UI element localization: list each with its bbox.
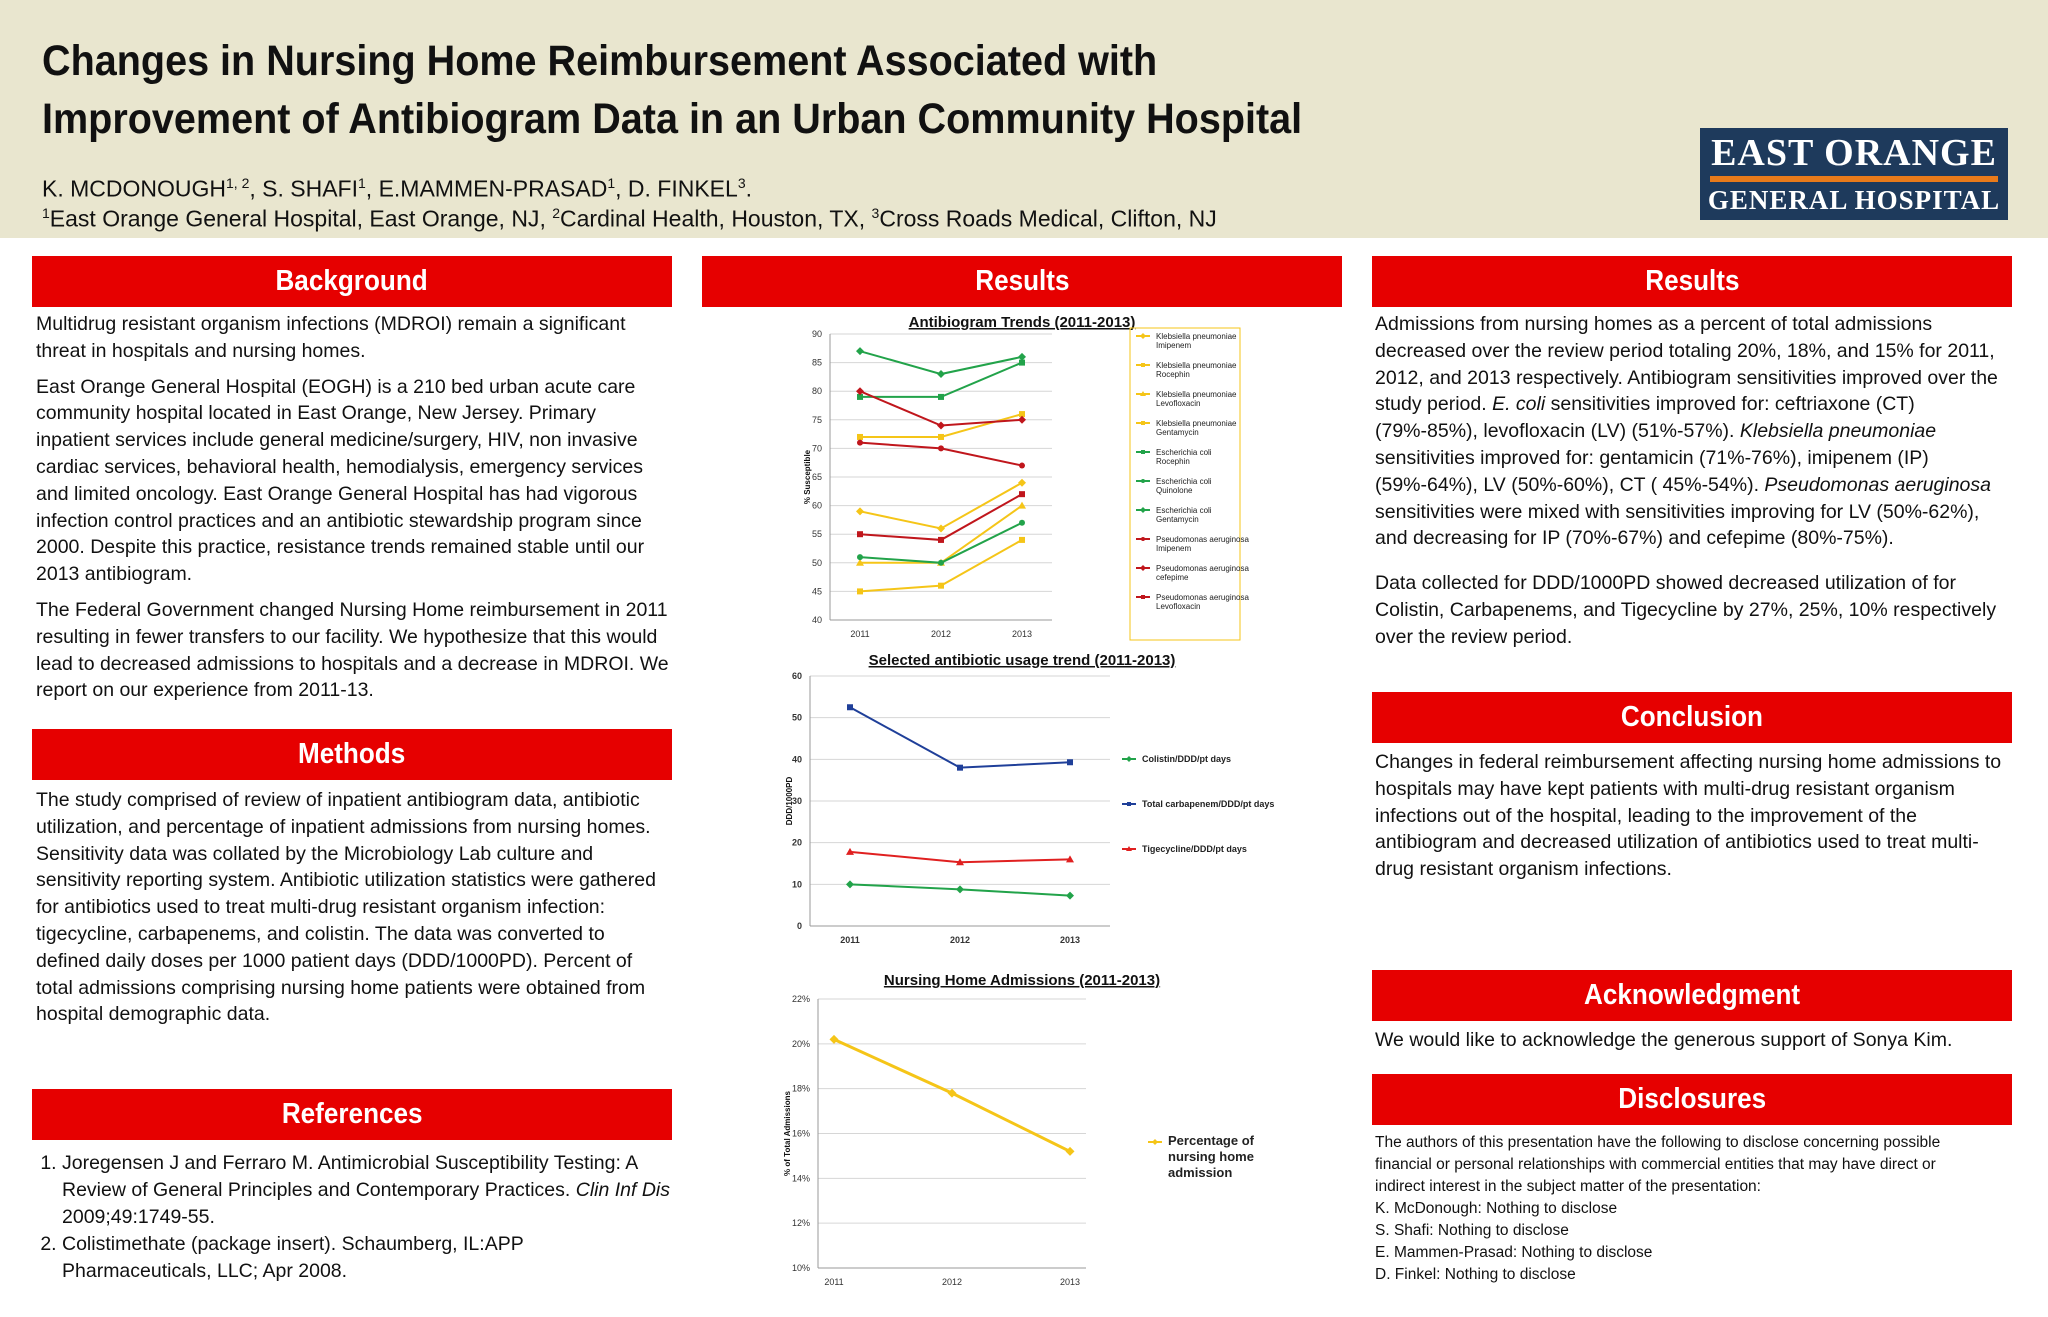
x-tick-label: 2012 xyxy=(949,935,971,945)
data-point xyxy=(857,554,863,560)
disclosure-statement: The authors of this presentation have the following to disclose concerning possible financial or personal relationships with commercial entities that may have direct or indirect interest in the subject matter of the presentation: xyxy=(1375,1134,1941,1195)
data-point xyxy=(1140,333,1146,339)
y-tick-label: 20 xyxy=(791,837,802,848)
y-axis-label: DDD/1000PD xyxy=(785,776,794,826)
data-point xyxy=(857,434,863,440)
poster-title xyxy=(42,32,1302,148)
conclusion-heading: Conclusion xyxy=(1372,692,2012,743)
data-point xyxy=(938,394,944,400)
legend-label: Colistin/DDD/pt days xyxy=(1142,754,1232,764)
legend-label: nursing home xyxy=(1168,1149,1254,1164)
logo-divider xyxy=(1710,176,1998,182)
y-axis-label: % Susceptible xyxy=(803,449,812,505)
data-point xyxy=(1019,520,1025,526)
legend-label: Levofloxacin xyxy=(1156,399,1201,408)
legend-label: Rocephin xyxy=(1156,457,1190,466)
y-tick-label: 40 xyxy=(791,754,802,765)
data-point xyxy=(937,422,945,430)
y-tick-label: 75 xyxy=(811,414,822,425)
series-line xyxy=(850,707,1070,767)
acknowledgment-paragraph: We would like to acknowledge the generous support of Sonya Kim. xyxy=(1375,1029,1953,1051)
data-point xyxy=(1141,537,1145,541)
chart-title: Selected antibiotic usage trend (2011-2013) xyxy=(868,652,1176,669)
legend-label: Quinolone xyxy=(1156,486,1193,495)
disclosure-line: S. Shafi: Nothing to disclose xyxy=(1375,1222,1569,1239)
author: K. MCDONOUGH xyxy=(42,175,226,202)
chart-title: Antibiogram Trends (2011-2013) xyxy=(908,314,1136,331)
results-text xyxy=(1375,311,2011,660)
disclosure-line: K. McDonough: Nothing to disclose xyxy=(1375,1200,1618,1217)
author: D. FINKEL xyxy=(627,175,738,202)
results-paragraph-2: Data collected for DDD/1000PD showed decreased utilization of for Colistin, Carbapenems, and Tigecycline by 27%, 25%, 10% respectively over the review period. xyxy=(1375,572,1997,648)
legend-label: Escherichia coli xyxy=(1156,506,1212,515)
affiliation: Cardinal Health, Houston, TX xyxy=(560,205,859,232)
data-point xyxy=(1066,892,1074,900)
y-axis-label: % of Total Admissions xyxy=(783,1091,792,1176)
author-affiliation-marker: 1 xyxy=(607,175,616,191)
affiliation: East Orange General Hospital, East Orange, NJ xyxy=(49,205,540,232)
disclosures-heading: Disclosures xyxy=(1372,1074,2012,1125)
author-list: K. MCDONOUGH$^{1, 2}$, S. SHAFI$^1$, E.MAMMEN-PRASAD$^1$, D. FINKEL$^3$. xyxy=(42,175,753,202)
data-point xyxy=(1019,491,1025,497)
antibiogram-trends-chart xyxy=(700,310,1260,650)
legend-label: Gentamycin xyxy=(1156,428,1199,437)
y-tick-label: 90 xyxy=(811,329,822,339)
title-line-1: Changes in Nursing Home Reimbursement Associated with xyxy=(42,37,1158,85)
data-point xyxy=(938,583,944,589)
author: E.MAMMEN-PRASAD xyxy=(378,175,608,202)
data-point xyxy=(1141,450,1145,454)
results-paragraph-1: Admissions from nursing homes as a percent of total admissions decreased over the review period totaling 20%, 18%, and 15% for 2011, 2012, and 2013 respectively. Antibiogram sensitivities improved over the study period. E. coli sensitivities improved for: ceftriaxone (CT) (79%-85%), levofloxacin (LV) (51%-57%). Klebsiella pneumoniae sensitivities improved for: gentamicin (71%-76%), imipenem (IP) (59%-64%), LV (50%-60%), CT ( 45%-54%). Pseudomonas aeruginosa sensitivities were mixed with sensitivities improving for LV (50%-62%), and decreasing for IP (70%-67%) and cefepime (80%-75%). xyxy=(1375,313,1998,550)
author-affiliation-marker: 1 xyxy=(358,175,366,191)
y-tick-label: 30 xyxy=(791,796,802,806)
y-tick-label: 14% xyxy=(791,1173,810,1184)
data-point xyxy=(856,507,864,515)
acknowledgment-heading: Acknowledgment xyxy=(1372,970,2012,1021)
data-point xyxy=(1141,421,1145,425)
y-tick-label: 22% xyxy=(791,994,810,1004)
y-tick-label: 20% xyxy=(791,1038,810,1049)
acknowledgment-text xyxy=(1375,1027,2011,1063)
x-tick-label: 2011 xyxy=(850,629,870,639)
data-point xyxy=(857,531,863,537)
data-point xyxy=(938,537,944,543)
legend-label: Gentamycin xyxy=(1156,515,1199,524)
data-point xyxy=(847,704,853,710)
references-text xyxy=(36,1150,672,1286)
background-paragraph: The Federal Government changed Nursing Home reimbursement in 2011 resulting in fewer transfers to our facility. We hypothesize that this would lead to decreased admissions to hospitals and a decrease in MDROI. We report on our experience from 2011-13. xyxy=(36,598,669,702)
reference-item: 1. Joregensen J and Ferraro M. Antimicrobial Susceptibility Testing: A Review of General Principles and Contemporary Practices. Clin Inf Dis 2009;49:1749-55. xyxy=(62,1150,672,1230)
data-point xyxy=(1018,479,1026,487)
data-point xyxy=(1141,363,1145,367)
y-tick-label: 12% xyxy=(791,1218,810,1229)
data-point xyxy=(938,434,944,440)
legend-label: Pseudomonas aeruginosa xyxy=(1156,593,1249,602)
data-point xyxy=(1126,756,1132,762)
legend-label: Pseudomonas aeruginosa xyxy=(1156,564,1249,573)
conclusion-paragraph: Changes in federal reimbursement affecting nursing home admissions to hospitals may have kept patients with multi-drug resistant organism infections out of the hospital, leading to the improvement of the antibiogram and decreased utilization of antibiotics used to treat multi-drug resistant organism infections. xyxy=(1375,751,2002,881)
results-heading-center: Results xyxy=(702,256,1342,307)
data-point xyxy=(857,588,863,594)
conclusion-text xyxy=(1375,749,2011,892)
results-heading-right: Results xyxy=(1372,256,2012,307)
data-point xyxy=(846,880,854,888)
legend-label: Klebsiella pneumoniae xyxy=(1156,390,1237,399)
data-point xyxy=(830,1035,839,1044)
data-point xyxy=(1152,1139,1158,1145)
data-point xyxy=(957,765,963,771)
legend-label: Total carbapenem/DDD/pt days xyxy=(1142,799,1275,809)
x-tick-label: 2011 xyxy=(840,935,860,945)
legend-label: Rocephin xyxy=(1156,370,1190,379)
disclosures-text xyxy=(1375,1132,1985,1286)
y-tick-label: 45 xyxy=(811,586,822,597)
y-tick-label: 80 xyxy=(811,386,822,397)
data-point xyxy=(1141,479,1145,483)
title-line-2: Improvement of Antibiogram Data in an Urban Community Hospital xyxy=(42,95,1303,143)
legend-label: admission xyxy=(1168,1165,1233,1180)
antibiotic-usage-chart xyxy=(760,648,1280,948)
data-point xyxy=(1019,463,1025,469)
y-tick-label: 60 xyxy=(791,671,802,681)
y-tick-label: 18% xyxy=(791,1083,810,1094)
y-tick-label: 10 xyxy=(791,879,802,890)
legend-label: Klebsiella pneumoniae xyxy=(1156,419,1237,428)
reference-item: 2. Colistimethate (package insert). Schaumberg, IL:APP Pharmaceuticals, LLC; Apr 2008. xyxy=(62,1231,672,1285)
background-paragraph: East Orange General Hospital (EOGH) is a 210 bed urban acute care community hospital located in East Orange, New Jersey. Primary inpatient services include general medicine/surgery, HIV, non invasive cardiac services, behavioral health, hemodialysis, emergency services and limited oncology. East Orange General Hospital has had vigorous infection control practices and an antibiotic stewardship program since 2000. Despite this practice, resistance trends remained stable until our 2013 antibiogram. xyxy=(36,375,645,586)
data-point xyxy=(938,560,944,566)
legend-label: Imipenem xyxy=(1156,341,1192,350)
reference-list xyxy=(36,1150,672,1285)
data-point xyxy=(1140,565,1146,571)
data-point xyxy=(856,347,864,355)
data-point xyxy=(937,370,945,378)
hospital-logo xyxy=(1700,128,2008,220)
legend-label: Klebsiella pneumoniae xyxy=(1156,332,1237,341)
y-tick-label: 40 xyxy=(811,615,822,625)
references-heading: References xyxy=(32,1089,672,1140)
x-tick-label: 2011 xyxy=(824,1277,844,1287)
data-point xyxy=(1141,595,1145,599)
author: S. SHAFI xyxy=(262,175,358,202)
methods-paragraph: The study comprised of review of inpatient antibiogram data, antibiotic utilization, and percentage of inpatient admissions from nursing homes. Sensitivity data was collated by the Microbiology Lab culture and sensitivity reporting system. Antibiotic utilization statistics were gathered for antibiotics used to treat multi-drug resistant organism infection: tigecycline, carbapenems, and colistin. The data was converted to defined daily doses per 1000 patient days (DDD/1000PD). Percent of total admissions comprising nursing home patients were obtained from hospital demographic data. xyxy=(36,789,656,1026)
background-paragraph: Multidrug resistant organism infections (MDROI) remain a significant threat in hospitals and nursing homes. xyxy=(36,313,626,362)
legend-label: Levofloxacin xyxy=(1156,602,1201,611)
legend-label: Klebsiella pneumoniae xyxy=(1156,361,1237,370)
x-tick-label: 2012 xyxy=(941,1277,963,1287)
affiliation-list: $^1$East Orange General Hospital, East Orange, NJ, $^2$Cardinal Health, Houston, TX, $^3$Cross Roads Medical, Clifton, NJ xyxy=(42,205,1217,232)
disclosure-line: E. Mammen-Prasad: Nothing to disclose xyxy=(1375,1244,1653,1261)
affiliation: Cross Roads Medical, Clifton, NJ xyxy=(879,205,1217,232)
data-point xyxy=(956,885,964,893)
y-tick-label: 85 xyxy=(811,357,822,368)
x-tick-label: 2013 xyxy=(1059,935,1081,945)
chart-title: Nursing Home Admissions (2011-2013) xyxy=(883,972,1161,989)
poster-header xyxy=(0,0,2048,238)
series-line xyxy=(860,363,1022,397)
data-point xyxy=(1067,759,1073,765)
methods-heading: Methods xyxy=(32,729,672,780)
methods-text xyxy=(36,787,672,1037)
y-tick-label: 0 xyxy=(796,921,802,931)
data-point xyxy=(1019,537,1025,543)
legend-label: Pseudomonas aeruginosa xyxy=(1156,535,1249,544)
x-tick-label: 2013 xyxy=(1059,1277,1081,1287)
y-tick-label: 70 xyxy=(811,443,822,454)
legend-label: Escherichia coli xyxy=(1156,477,1212,486)
legend-label: Imipenem xyxy=(1156,544,1192,553)
affiliation-marker: 3 xyxy=(871,205,880,221)
data-point xyxy=(857,440,863,446)
x-tick-label: 2013 xyxy=(1011,629,1033,639)
y-tick-label: 55 xyxy=(811,529,822,540)
data-point xyxy=(1127,802,1131,806)
nursing-home-admissions-chart xyxy=(760,966,1280,1288)
logo-line-2: GENERAL HOSPITAL xyxy=(1707,185,2001,215)
author-affiliation-marker: 1, 2 xyxy=(226,175,250,191)
affiliation-marker: 2 xyxy=(552,205,561,221)
x-tick-label: 2012 xyxy=(930,629,952,639)
logo-line-1: EAST ORANGE xyxy=(1711,132,1997,174)
affiliation-marker: 1 xyxy=(42,205,50,221)
y-tick-label: 50 xyxy=(811,557,822,568)
y-tick-label: 65 xyxy=(811,472,822,482)
legend-label: Percentage of xyxy=(1168,1133,1254,1148)
y-tick-label: 50 xyxy=(791,712,802,723)
legend-label: Escherichia coli xyxy=(1156,448,1212,457)
data-point xyxy=(1140,507,1146,513)
legend-label: Tigecycline/DDD/pt days xyxy=(1142,844,1247,854)
y-tick-label: 60 xyxy=(811,500,822,511)
y-tick-label: 16% xyxy=(791,1128,810,1139)
y-tick-label: 10% xyxy=(791,1263,810,1273)
background-text xyxy=(36,311,672,713)
author-affiliation-marker: 3 xyxy=(737,175,746,191)
data-point xyxy=(937,524,945,532)
disclosure-line: D. Finkel: Nothing to disclose xyxy=(1375,1266,1576,1283)
data-point xyxy=(938,445,944,451)
legend-label: cefepime xyxy=(1156,573,1189,582)
background-heading: Background xyxy=(32,256,672,307)
